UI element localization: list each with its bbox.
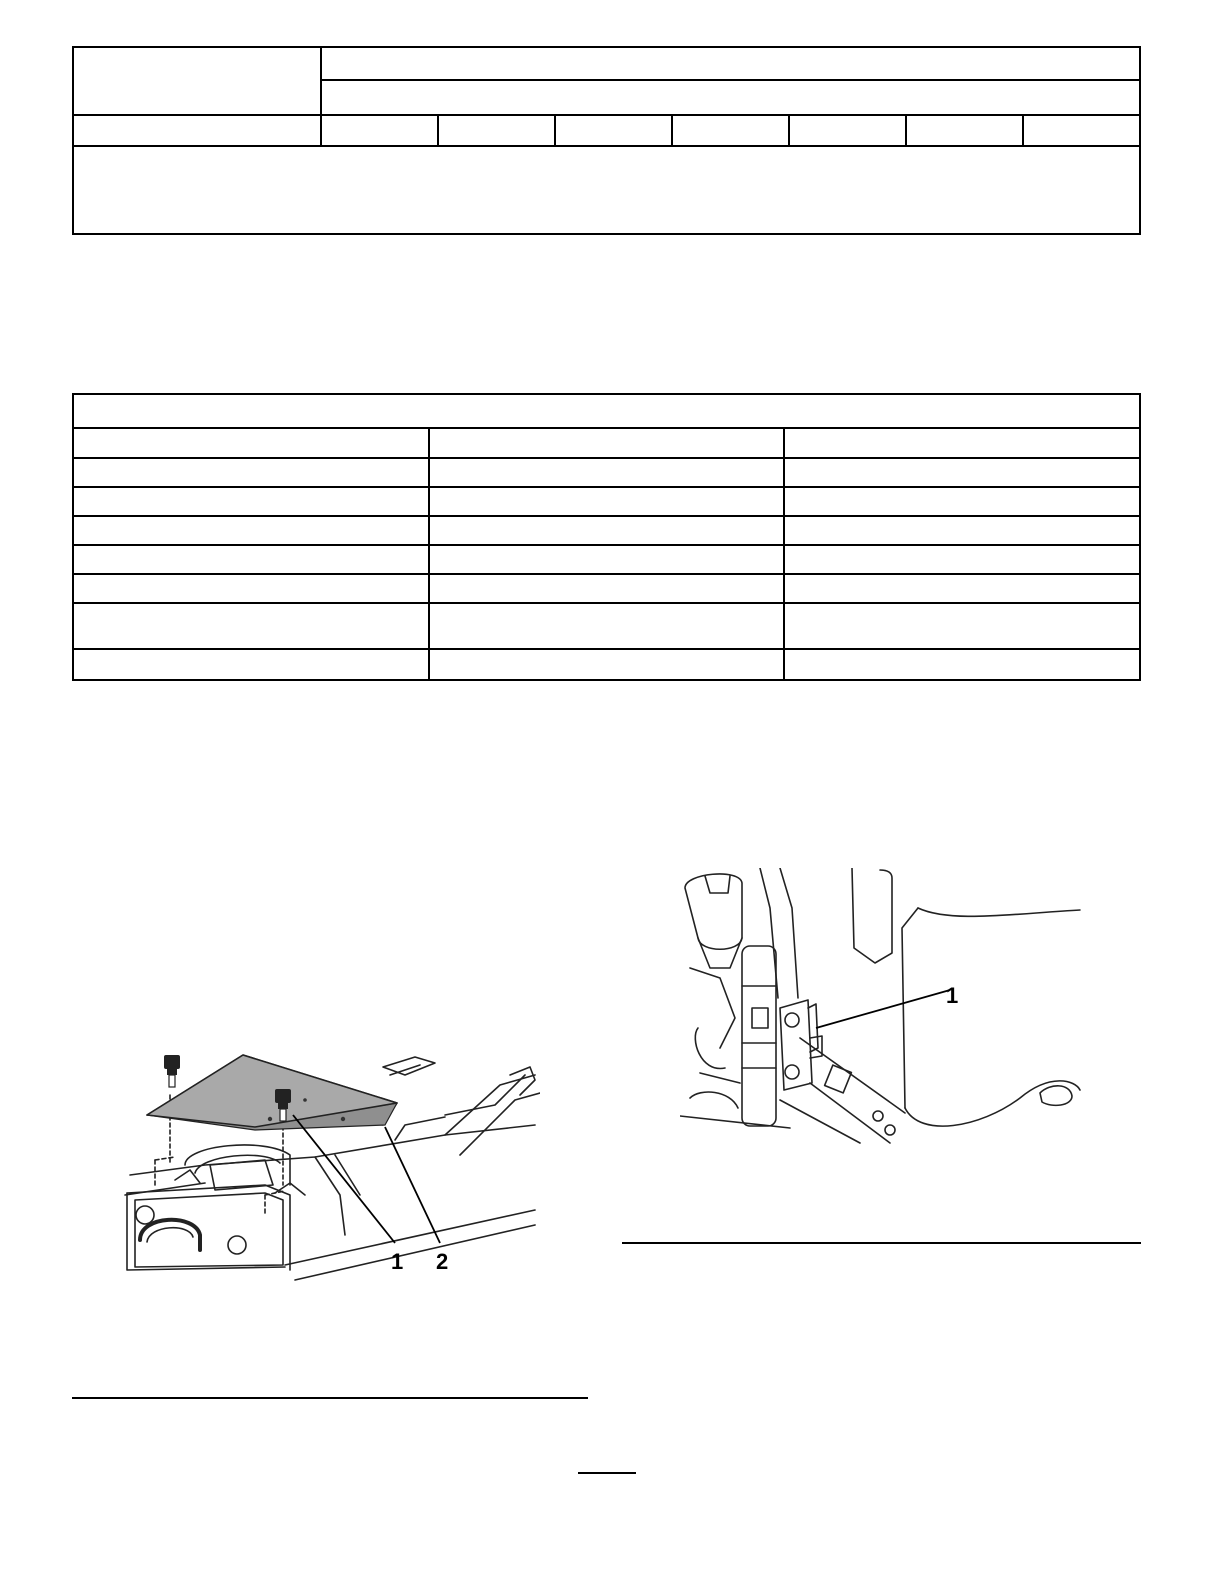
table-cell [788, 116, 905, 145]
table-cell [74, 604, 428, 648]
table-cell [320, 116, 437, 145]
table-cell [783, 546, 1139, 573]
table-caption-row [74, 395, 1139, 429]
table-row [74, 546, 1139, 575]
spec-table-bottom [72, 393, 1141, 681]
table-cell [905, 116, 1022, 145]
table-row [74, 650, 1139, 679]
figure-caption-rule [622, 1242, 1141, 1244]
table-cell [1022, 116, 1139, 145]
callout-label: 1 [946, 983, 959, 1008]
table-cell [783, 429, 1139, 457]
table-row [74, 517, 1139, 546]
table-cell [74, 116, 320, 145]
table-cell [437, 116, 554, 145]
figure-access-plate-removal [115, 1045, 540, 1285]
table-row [74, 459, 1139, 488]
figure-caption-rule [72, 1397, 588, 1399]
table-cell [428, 546, 784, 573]
table-cell [428, 575, 784, 602]
page-number-rule [578, 1472, 636, 1474]
table-cell [74, 517, 428, 544]
table-row [74, 604, 1139, 650]
table-row [74, 488, 1139, 517]
table-corner-cell [74, 48, 320, 114]
table-header-row-2 [320, 81, 1139, 114]
table-cell [428, 488, 784, 515]
table-cell [74, 575, 428, 602]
table-header-row-1 [320, 48, 1139, 81]
figure-hinge-latch [680, 868, 1090, 1146]
table-cell [74, 546, 428, 573]
table-cell [74, 650, 428, 679]
callout-label: 2 [436, 1249, 449, 1274]
hinge-latch-illustration [680, 868, 1090, 1146]
table-cell [554, 116, 671, 145]
table-cell [74, 429, 428, 457]
table-cell [428, 650, 784, 679]
table-cell [428, 459, 784, 486]
callout-label: 1 [391, 1249, 404, 1274]
thumb-screw-icon [164, 1055, 180, 1087]
table-cell [74, 488, 428, 515]
table-cell [783, 650, 1139, 679]
table-row [74, 429, 1139, 459]
table-row [74, 575, 1139, 604]
table-cell [671, 116, 788, 145]
table-cell [783, 459, 1139, 486]
table-cell [783, 488, 1139, 515]
table-cell [783, 517, 1139, 544]
table-cell [74, 459, 428, 486]
table-cell [783, 575, 1139, 602]
table-cell [428, 604, 784, 648]
spec-table-top [72, 46, 1141, 235]
table-data-row [74, 114, 1139, 147]
table-note-cell [74, 147, 1139, 233]
table-cell [428, 517, 784, 544]
table-cell [783, 604, 1139, 648]
access-plate-illustration [115, 1045, 540, 1285]
table-cell [428, 429, 784, 457]
